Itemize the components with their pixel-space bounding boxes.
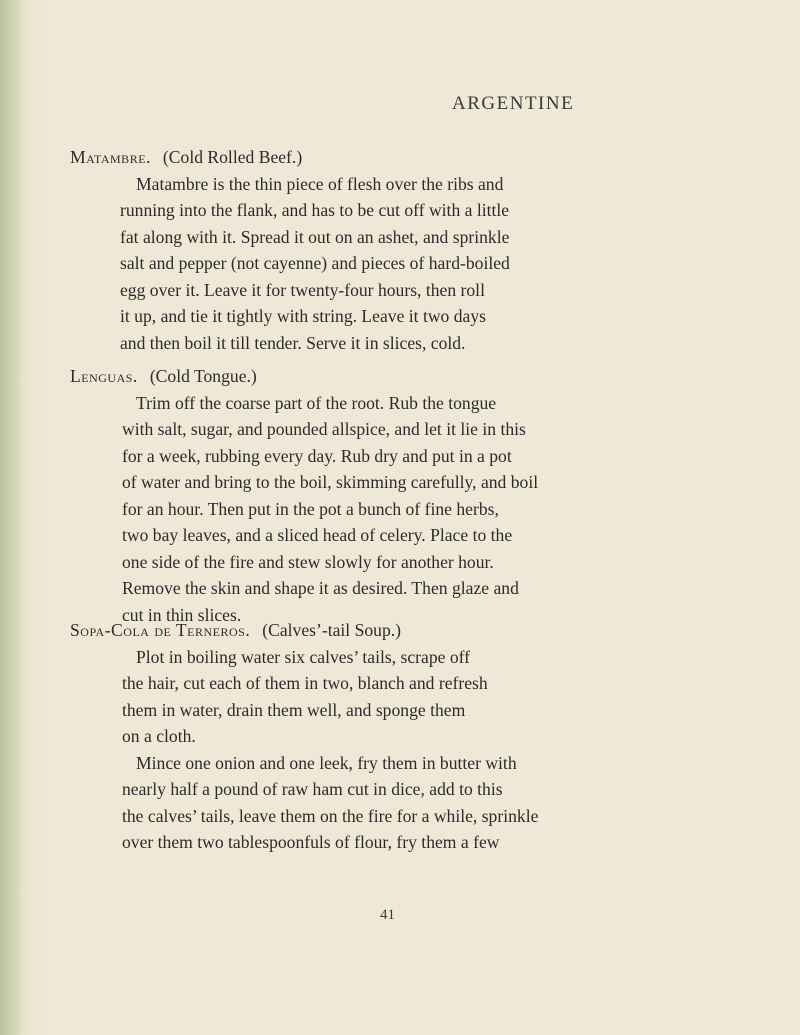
text-line: Matambre is the thin piece of flesh over the ribs and <box>136 173 504 194</box>
text-line: fat along with it. Spread it out on an ashet, and sprinkle <box>120 226 510 247</box>
recipe-sopa-cola <box>70 617 750 856</box>
text-line: with salt, sugar, and pounded allspice, and let it lie in this <box>122 419 526 439</box>
page-number: 41 <box>380 907 395 923</box>
text-line: Plot in boiling water six calves’ tails, scrape off <box>136 646 471 667</box>
running-head: ARGENTINE <box>452 93 575 114</box>
recipe-heading <box>70 617 750 644</box>
recipe-subtitle: (Cold Rolled Beef.) <box>162 147 303 167</box>
text-line: nearly half a pound of raw ham cut in dice, add to this <box>122 779 503 799</box>
text-line: the calves’ tails, leave them on the fire for a while, sprinkle <box>122 805 539 826</box>
text-line: it up, and tie it tightly with string. Leave it two days <box>120 306 486 326</box>
text-line: over them two tablespoonfuls of flour, fry them a few <box>122 832 500 852</box>
recipe-subtitle: (Calves’-tail Soup.) <box>262 620 402 640</box>
recipe-title: Lenguas. <box>70 366 138 386</box>
text-line: for an hour. Then put in the pot a bunch of fine herbs, <box>122 498 499 519</box>
text-line: Remove the skin and shape it as desired. Then glaze and <box>122 578 519 598</box>
text-line: on a cloth. <box>122 726 196 746</box>
recipe-title: Matambre. <box>70 147 151 167</box>
text-line: the hair, cut each of them in two, blanch and refresh <box>122 673 488 693</box>
text-line: running into the flank, and has to be cut off with a little <box>120 200 510 220</box>
recipe-heading <box>70 144 750 171</box>
recipe-subtitle: (Cold Tongue.) <box>149 366 257 386</box>
text-line: them in water, drain them well, and sponge them <box>122 699 466 720</box>
recipe-matambre <box>70 144 750 356</box>
text-line: and then boil it till tender. Serve it in slices, cold. <box>120 332 466 353</box>
text-line: two bay leaves, and a sliced head of celery. Place to the <box>122 525 513 545</box>
text-line: egg over it. Leave it for twenty-four hours, then roll <box>120 279 485 300</box>
text-line: Trim off the coarse part of the root. Rub the tongue <box>136 392 497 413</box>
text-line: for a week, rubbing every day. Rub dry and put in a pot <box>122 445 512 466</box>
recipe-lenguas <box>70 363 750 628</box>
page-gutter-shadow <box>0 0 22 1035</box>
text-line: one side of the fire and stew slowly for another hour. <box>122 551 494 572</box>
text-line: salt and pepper (not cayenne) and pieces of hard-boiled <box>120 253 510 273</box>
text-line: Mince one onion and one leek, fry them in butter with <box>136 752 517 773</box>
text-line: cut in thin slices. <box>122 604 242 625</box>
text-line: of water and bring to the boil, skimming carefully, and boil <box>122 472 539 492</box>
recipe-title: Sopa-Cola de Terneros. <box>70 620 251 640</box>
recipe-heading <box>70 363 750 390</box>
